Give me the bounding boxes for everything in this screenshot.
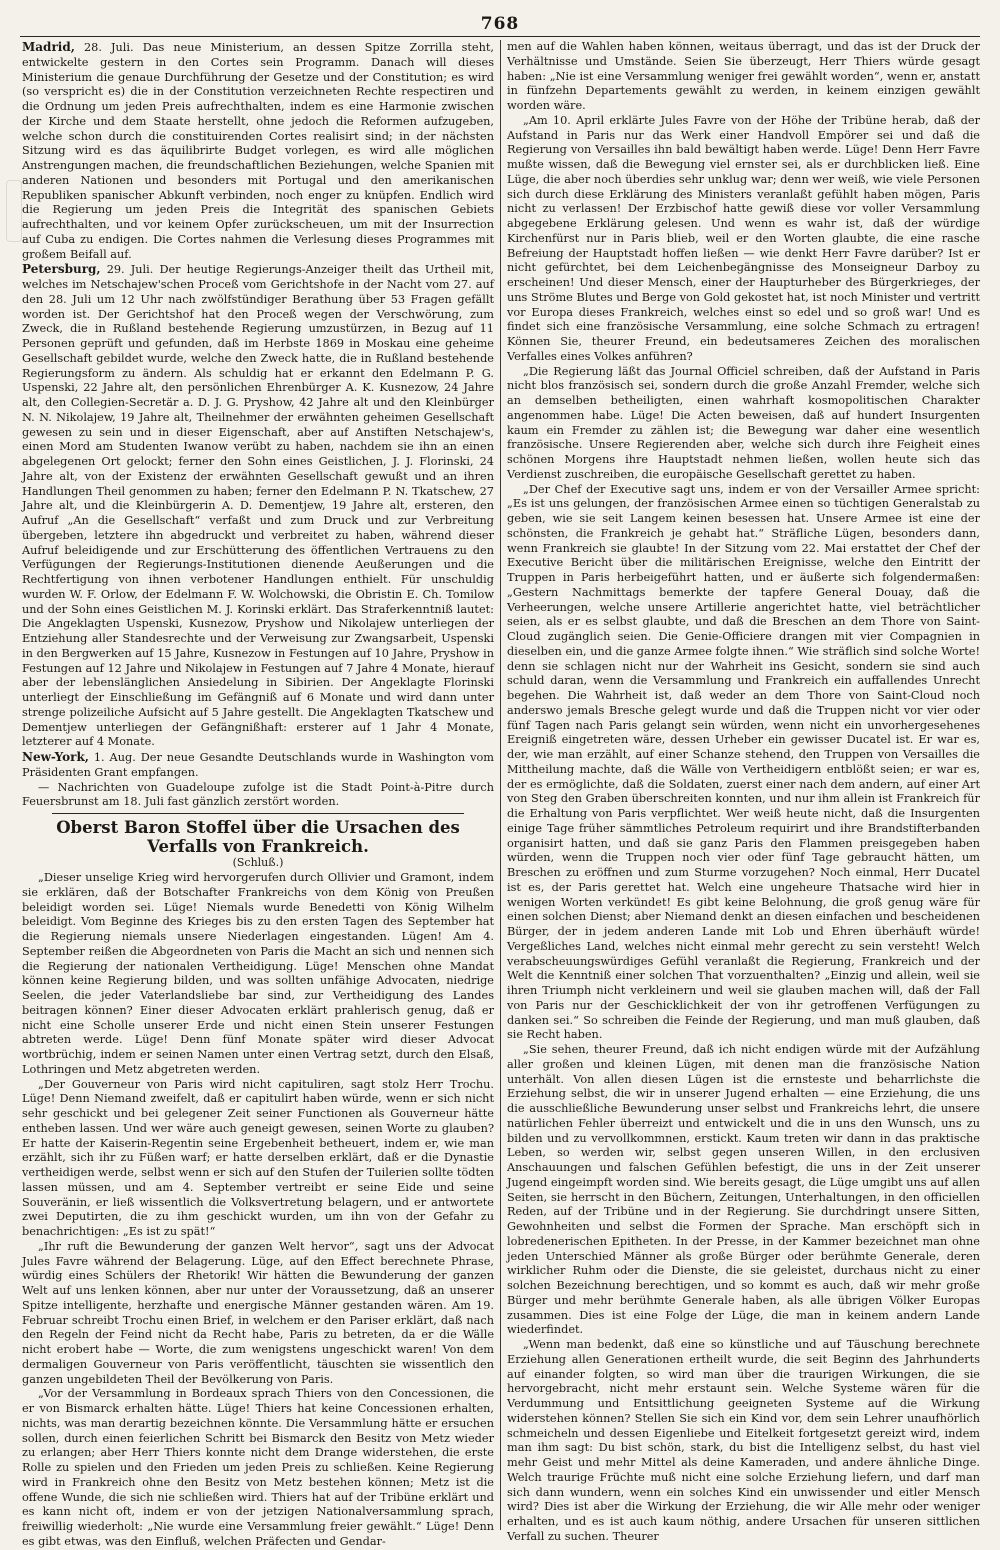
petersburg-dateline: Petersburg,	[22, 262, 101, 277]
madrid-article	[22, 40, 494, 262]
article-paragraph: „Der Gouverneur von Paris wird nicht capituliren, sagt stolz Herr Trochu. Lüge! Denn Niemand zweifelt, daß er capitulirt haben würde, wenn er sich nicht sehr geschickt und bei gelegener Zeit seiner Functionen als Gouverneur hätte entheben lassen. Und wer wäre auch geneigt gewesen, seinen Worte zu glauben? Er hatte der Kaiserin-Regentin seine Ergebenheit betheuert, indem er, wie man erzählt, sich ihr zu Füßen warf; er hatte derselben erklärt, daß er die Dynastie vertheidigen werde, selbst wenn er sich auf den Stufen der Tuilerien sollte tödten lassen müssen, und am 4. September vertreibt er seine Eide und seine Souveränin, er ließ wissentlich die Volksvertretung belagern, und er antwortete zwei Deputirten, die zu ihm geschickt wurden, um ihn von der Gefahr zu benachrichtigen: „Es ist zu spät!“	[22, 1077, 494, 1238]
newyork-article	[22, 750, 494, 781]
article-paragraph: „Der Chef der Executive sagt uns, indem er von der Versailler Armee spricht: „Es ist uns gelungen, der französischen Armee einen so tüchtigen Generalstab zu geben, wie sie seit Langem keinen besessen hat. Unsere Armee ist eine der schönsten, die Frankreich je gehabt hat.“ Sträfliche Lügen, besonders dann, wenn Frankreich sie glaubte! In der Sitzung vom 22. Mai erstattet der Chef der Executive Bericht über die militärischen Ereignisse, welche den Eintritt der Truppen in Paris herbeigeführt hatten, und er äußerte sich folgendermaßen: „Gestern Nachmittags bemerkte der tapfere General Douay, daß die Verheerungen, welche unsere Artillerie angerichtet hatte, viel beträchtlicher seien, als er es selbst glaubte, und daß die Breschen an dem Thore von Saint-Cloud zugänglich seien. Die Genie-Officiere drangen mit vier Compagnien in dieselben ein, und die ganze Armee folgte ihnen.“ Wie sträflich sind solche Worte! denn sie schlagen nicht nur der Wahrheit ins Gesicht, sondern sie sind auch schuld daran, wenn die Versammlung und Frankreich ein auffallendes Unrecht begehen. Die Wahrheit ist, daß weder an dem Thore von Saint-Cloud noch anderswo jemals Bresche gelegt wurde und daß die Truppen nicht vor vier oder fünf Tagen nach Paris gelangt sein würden, wenn nicht ein unvorhergesehenes Ereigniß eingetreten wäre, dessen Urheber ein gewisser Ducatel ist. Er war es, der, wie man erzählt, auf einer Schanze stehend, den Truppen von Versailles die Mittheilung machte, daß die Wälle von Vertheidigern entblößt seien; er war es, der es ermöglichte, daß die Soldaten, zuerst einer nach dem andern, auf einer Art von Steg den Graben überschreiten konnten, und nur ihm allein ist Frankreich für die Erhaltung von Paris verpflichtet. Wer weiß heute nicht, daß die Insurgenten einige Tage früher sämmtliches Petroleum requirirt und ihre Brandstifterbanden organisirt hatten, und daß sie ganz Paris den Flammen preisgegeben haben würden, wenn die Truppen noch vier oder fünf Tage gebraucht hätten, um Breschen zu eröffnen und zum Sturme vorzugehen? Noch einmal, Herr Ducatel ist es, der Paris gerettet hat. Welch eine ungeheure Thatsache wird hier in wenigen Worten verkündet! Es gibt keine Belohnung, die groß genug wäre für einen solchen Dienst; aber Niemand denkt an diesen einfachen und bescheidenen Bürger, der in jedem anderen Lande mit Lob und Ehren überhäuft würde! Vergeßliches Land, welches nicht einmal mehr gerecht zu sein versteht! Welch verabscheuungswürdiges Gefühl veranlaßt die Regierung, Frankreich und der Welt die Kenntniß einer solchen That vorzuenthalten? „Einzig und allein, weil sie ihren Triumph nicht verkleinern und weil sie glauben machen will, daß der Fall von Paris nur der Geschicklichkeit der von ihr getroffenen Verfügungen zu danken sei.“ So schreiben die Feinde der Regierung, und man muß glauben, daß sie Recht haben.	[507, 482, 980, 1042]
guadeloupe-note: — Nachrichten von Guadeloupe zufolge ist die Stadt Point-à-Pitre durch Feuersbrunst am 18. Juli fast gänzlich zerstört worden.	[22, 780, 494, 809]
article-paragraph: „Die Regierung läßt das Journal Officiel schreiben, daß der Aufstand in Paris nicht blos französisch sei, sondern durch die große Anzahl Fremder, welche sich an demselben betheiligten, einen wahrhaft kosmopolitischen Charakter angenommen habe. Lüge! Die Acten beweisen, daß auf hundert Insurgenten kaum ein Fremder zu zählen ist; die Bewegung war daher eine wesentlich französische. Unsere Regierenden aber, welche sich durch ihre Feigheit eines schönen Morgens ihre Hauptstadt nehmen ließen, wollen heute sich das Verdienst zuschreiben, die europäische Gesellschaft gerettet zu haben.	[507, 364, 980, 481]
right-column	[507, 40, 980, 1543]
madrid-dateline: Madrid,	[22, 40, 75, 54]
article-heading: Oberst Baron Stoffel über die Ursachen des Verfalls von Frankreich.	[56, 818, 460, 856]
article-paragraph: „Wenn man bedenkt, daß eine so künstliche und auf Täuschung berechnete Erziehung allen Generationen ertheilt wurde, die seit Beginn des Jahrhunderts auf einander folgten, so wird man über die traurigen Wirkungen, die sie hervorgebracht, nicht mehr erstaunt sein. Welche Systeme wären für die Verdummung und Entsittlichung geeigneten Systeme auf die Wirkung widerstehen können? Stellen Sie sich ein Kind vor, dem sein Lehrer unaufhörlich schmeicheln und dessen Eigenliebe und Eitelkeit fortgesetzt gereizt wird, indem man ihm sagt: Du bist schön, stark, du bist die Intelligenz selbst, du hast viel mehr Geist und mehr Mittel als deine Kameraden, und andere ähnliche Dinge. Welch traurige Früchte muß nicht eine solche Erziehung liefern, und darf man sich dann wundern, wenn ein solches Kind ein unwissender und eitler Mensch wird? Dies ist aber die Wirkung der Erziehung, die wir Alle mehr oder weniger erhalten, und es ist auch kaum nöthig, andere Ursachen für unseren sittlichen Verfall zu suchen. Theurer	[507, 1338, 980, 1543]
newyork-text: Der neue Gesandte Deutschlands wurde in Washington vom Präsidenten Grant empfangen.	[22, 751, 494, 779]
madrid-text: Das neue Ministerium, an dessen Spitze Zorrilla steht, entwickelte gestern in den Cortes sein Programm. Danach will dieses Ministerium die genaue Durchführung der Gesetze und der Constitution; es wird (so verspricht es) die in der Constitution verzeichneten Rechte respectiren und die Ordnung um jeden Preis aufrechthalten, indem es eine Harmonie zwischen der Kirche und dem Staate herstellt, ohne jedoch die Reformen aufzugeben, welche schon durch die constituirenden Cortes realisirt sind; in der nächsten Sitzung wird es das äquilibrirte Budget vorlegen, es wird alle möglichen Anstrengungen machen, die freundschaftlichen Beziehungen, welche Spanien mit anderen Nationen und besonders mit Portugal und den amerikanischen Republiken spanischer Abkunft verbinden, noch enger zu knüpfen. Endlich wird die Regierung um jeden Preis die Integrität des spanischen Gebiets aufrechthalten, und vor keinem Opfer zurückscheuen, um mit der Insurrection auf Cuba zu endigen. Die Cortes nahmen die Verlesung dieses Programmes mit großem Beifall auf.	[22, 41, 494, 261]
column-divider	[500, 40, 501, 1530]
article-paragraph: men auf die Wahlen haben können, weitaus überragt, und das ist der Druck der Verhältnisse und Umstände. Seien Sie überzeugt, Herr Thiers würde gesagt haben: „Nie ist eine Versammlung weniger frei gewählt worden“, wenn er, anstatt in fünfzehn Departements gewählt zu werden, in keinem einzigen gewählt worden wäre.	[507, 40, 980, 112]
article-paragraph: „Am 10. April erklärte Jules Favre von der Höhe der Tribüne herab, daß der Aufstand in Paris nur das Werk einer Handvoll Empörer sei und daß die Regierung von Versailles ihn bald bewältigt haben werde. Lüge! Denn Herr Favre mußte wissen, daß die Bewegung viel ernster sei, als er durchblicken ließ. Eine Lüge, die aber noch überdies sehr unklug war; denn wer weiß, wie viele Personen sich durch diese Erklärung des Ministers veranlaßt gefühlt haben mögen, Paris nicht zu verlassen! Der Erzbischof hatte gewiß diese vor voller Versammlung abgegebene Erklärung gelesen. Und wenn es wahr ist, daß der würdige Kirchenfürst nur in Paris blieb, weil er den Worten glaubte, die eine rasche Befreiung der Hauptstadt hoffen ließen — wie denkt Herr Favre darüber? Ist er nicht gefürchtet, bei dem Leichenbegängnisse des Monseigneur Darboy zu erscheinen! Und dieser Mensch, einer der Haupturheber des Bürgerkrieges, der uns Ströme Blutes und Berge von Gold gekostet hat, ist noch Minister und vertritt vor Europa dieses Frankreich, welches einst so edel und so groß war! Und es findet sich eine französische Versammlung, eine solche Schmach zu ertragen! Können Sie, theurer Freund, ein bedeutsameres Zeichen des moralischen Verfalles eines Volkes anführen?	[507, 113, 980, 363]
petersburg-article	[22, 262, 494, 750]
section-rule	[52, 813, 464, 814]
petersburg-date: 29. Juli.	[106, 263, 154, 277]
article-subheading: (Schluß.)	[232, 856, 284, 869]
margin-mark	[6, 180, 22, 242]
header-rule	[20, 36, 980, 37]
article-paragraph: „Sie sehen, theurer Freund, daß ich nicht endigen würde mit der Aufzählung aller großen und kleinen Lügen, mit denen man die französische Nation unterhält. Von allen diesen Lügen ist die ernsteste und beharrlichste die Erziehung selbst, die wir in unserer Jugend erhalten — eine Erziehung, die uns die ausschließliche Bewunderung unser selbst und Frankreichs lehrt, die unsere natürlichen Fehler überreizt und entwickelt und die in uns den Wunsch, uns zu bilden und zu vervollkommnen, erstickt. Kaum treten wir dann in das praktische Leben, so werden wir, selbst gegen unseren Willen, in den erclusiven Anschauungen und falschen Gefühlen befestigt, die uns in der Zeit unserer Jugend eingeimpft worden sind. Wie bereits gesagt, die Lüge umgibt uns auf allen Seiten, sie herrscht in den Büchern, Zeitungen, Unterhaltungen, in den officiellen Reden, auf der Tribüne und in der Regierung. Sie durchdringt unsere Sitten, Gewohnheiten und selbst die Formen der Sprache. Man erschöpft sich in lobredenerischen Epitheten. In der Presse, in der Kammer bezeichnet man ohne jeden Unterschied Männer als große Bürger oder berühmte Generale, deren wirklicher Ruhm oder die Dienste, die sie geleistet, durchaus nicht zu einer solchen Bezeichnung berechtigen, und so kommt es auch, daß wir mehr große Bürger und mehr berühmte Generale haben, als alle übrigen Völker Europas zusammen. Dies ist eine Folge der Lüge, die man in keinem andern Lande wiederfindet.	[507, 1043, 980, 1337]
left-column	[22, 40, 494, 1548]
article-paragraph: „Dieser unselige Krieg wird hervorgerufen durch Ollivier und Gramont, indem sie erklären, daß der Botschafter Frankreichs von dem König von Preußen beleidigt worden sei. Lüge! Niemals wurde Benedetti von König Wilhelm beleidigt. Vom Beginne des Krieges bis zu den ersten Tagen des September hat die Regierung niemals unsere Niederlagen eingestanden. Lügen! Am 4. September reißen die Abgeordneten von Paris die Macht an sich und nennen sich die Regierung der nationalen Vertheidigung. Lüge! Menschen ohne Mandat können keine Regierung bilden, und was sollten unfähige Advocaten, niedrige Seelen, die jeder Vaterlandsliebe bar sind, zur Vertheidigung des Landes beitragen können? Einer dieser Advocaten erklärt prahlerisch genug, daß er nicht eine Scholle unserer Erde und nicht einen Stein unserer Festungen abtreten werde. Lüge! Denn fünf Monate später wird dieser Advocat wortbrüchig, indem er seinen Namen unter einen Vertrag setzt, durch den Elsaß, Lothringen und Metz abgetreten werden.	[22, 871, 494, 1076]
madrid-date: 28. Juli.	[83, 41, 134, 54]
newyork-dateline: New-York,	[22, 750, 89, 764]
article-paragraph: „Vor der Versammlung in Bordeaux sprach Thiers von den Concessionen, die er von Bismarck erhalten hätte. Lüge! Thiers hat keine Concessionen erhalten, nichts, was man derartig bezeichnen könnte. Die Versammlung hätte er ersuchen sollen, durch einen feierlichen Schritt bei Bismarck den Besitz von Metz wieder zu erlangen; aber Herr Thiers konnte nicht dem Drange widerstehen, die erste Rolle zu spielen und den Frieden um jeden Preis zu schließen. Keine Regierung wird in Frankreich ohne den Besitz von Metz bestehen können; Metz ist die offene Wunde, die sich nie schließen wird. Thiers hat auf der Tribüne erklärt und es kann nicht oft, indem er von der jetzigen Nationalversammlung sprach, freiwillig wiederholt: „Nie wurde eine Versammlung freier gewählt.“ Lüge! Denn es gibt etwas, was den Einfluß, welchen Präfecten und Gendar-	[22, 1387, 494, 1548]
article-paragraph: „Ihr ruft die Bewunderung der ganzen Welt hervor“, sagt uns der Advocat Jules Favre während der Belagerung. Lüge, auf den Effect berechnete Phrase, würdig eines Schülers der Rhetorik! Wir hätten die Bewunderung der ganzen Welt auf uns lenken können, aber nur unter der Voraussetzung, daß an unserer Spitze intelligente, herzhafte und energische Männer gestanden wären. Am 19. Februar schreibt Trochu einen Brief, in welchem er den Pariser erklärt, daß nach den Regeln der Feind nicht da Recht habe, Paris zu betreten, da er die Wälle nicht erobert habe — Worte, die zum wenigstens ungeschickt waren! Von dem dermaligen Gouverneur von Paris veröffentlicht, täuschten sie wissentlich den ganzen ungebildeten Theil der Bevölkerung von Paris.	[22, 1239, 494, 1386]
petersburg-text: Der heutige Regierungs-Anzeiger theilt das Urtheil mit, welches im Netschajew'schen Proceß vom Gerichtshofe in der Nacht vom 27. auf den 28. Juli um 12 Uhr nach zwölfstündiger Berathung über 53 Fragen gefällt worden ist. Der Gerichtshof hat den Proceß wegen der Verschwörung, zum Zweck, die in Rußland bestehende Regierung umzustürzen, in Bezug auf 11 Personen geprüft und gefunden, daß im Herbste 1869 in Moskau eine geheime Gesellschaft gebildet wurde, welche den Zweck hatte, die in Rußland bestehende Regierungsform zu ändern. Als schuldig hat er erkannt den Edelmann P. G. Uspenski, 22 Jahre alt, den persönlichen Ehrenbürger A. K. Kusnezow, 24 Jahre alt, den Collegien-Secretär a. D. J. G. Pryshow, 42 Jahre alt und den Kleinbürger N. N. Nikolajew, 19 Jahre alt, Theilnehmer der erwähnten geheimen Gesellschaft gewesen zu sein und in dieser Eigenschaft, aber auf Anstiften Netschajew's, einen Mord am Studenten Iwanow verübt zu haben, nachdem sie ihn an einen abgelegenen Ort gelockt; ferner den Sohn eines Geistlichen, J. J. Florinski, 24 Jahre alt, von der Existenz der erwähnten Gesellschaft gewußt und an ihren Handlungen Theil genommen zu haben; ferner den Edelmann P. N. Tkatschew, 27 Jahre alt, und die Kleinbürgerin A. D. Dementjew, 19 Jahre alt, ersteren, den Aufruf „An die Gesellschaft“ verfaßt und zum Druck und zur Verbreitung übergeben, letztere ihn abgedruckt und verbreitet zu haben, während dieser Aufruf beleidigende und zur Erschütterung des öffentlichen Vertrauens zu den Verfügungen der Regierungs-Institutionen dienende Aeußerungen und die Rechtfertigung von ihnen verbotener Handlungen enthielt. Für unschuldig wurden W. F. Orlow, der Edelmann F. W. Wolchowski, die Obristin E. Ch. Tomilow und der Sohn eines Geistlichen M. J. Korinski erklärt. Das Straferkenntniß lautet: Die Angeklagten Uspenski, Kusnezow, Pryshow und Nikolajew unterliegen der Entziehung aller Standesrechte und der Verweisung zur Zwangsarbeit, Uspenski in den Bergwerken auf 15 Jahre, Kusnezow in Festungen auf 10 Jahre, Pryshow in Festungen auf 12 Jahre und Nikolajew in Festungen auf 7 Jahre 4 Monate, hierauf aber der lebenslänglichen Ansiedelung in Sibirien. Der Angeklagte Florinski unterliegt der Einschließung im Gefängniß auf 6 Monate und wird dann unter strenge polizeiliche Aufsicht auf 5 Jahre gestellt. Die Angeklagten Tkatschew und Dementjew unterliegen der Gefängnißhaft: ersterer auf 1 Jahr 4 Monate, letzterer auf 4 Monate.	[22, 263, 494, 749]
page-number: 768	[480, 14, 520, 34]
newyork-date: 1. Aug.	[93, 751, 136, 764]
